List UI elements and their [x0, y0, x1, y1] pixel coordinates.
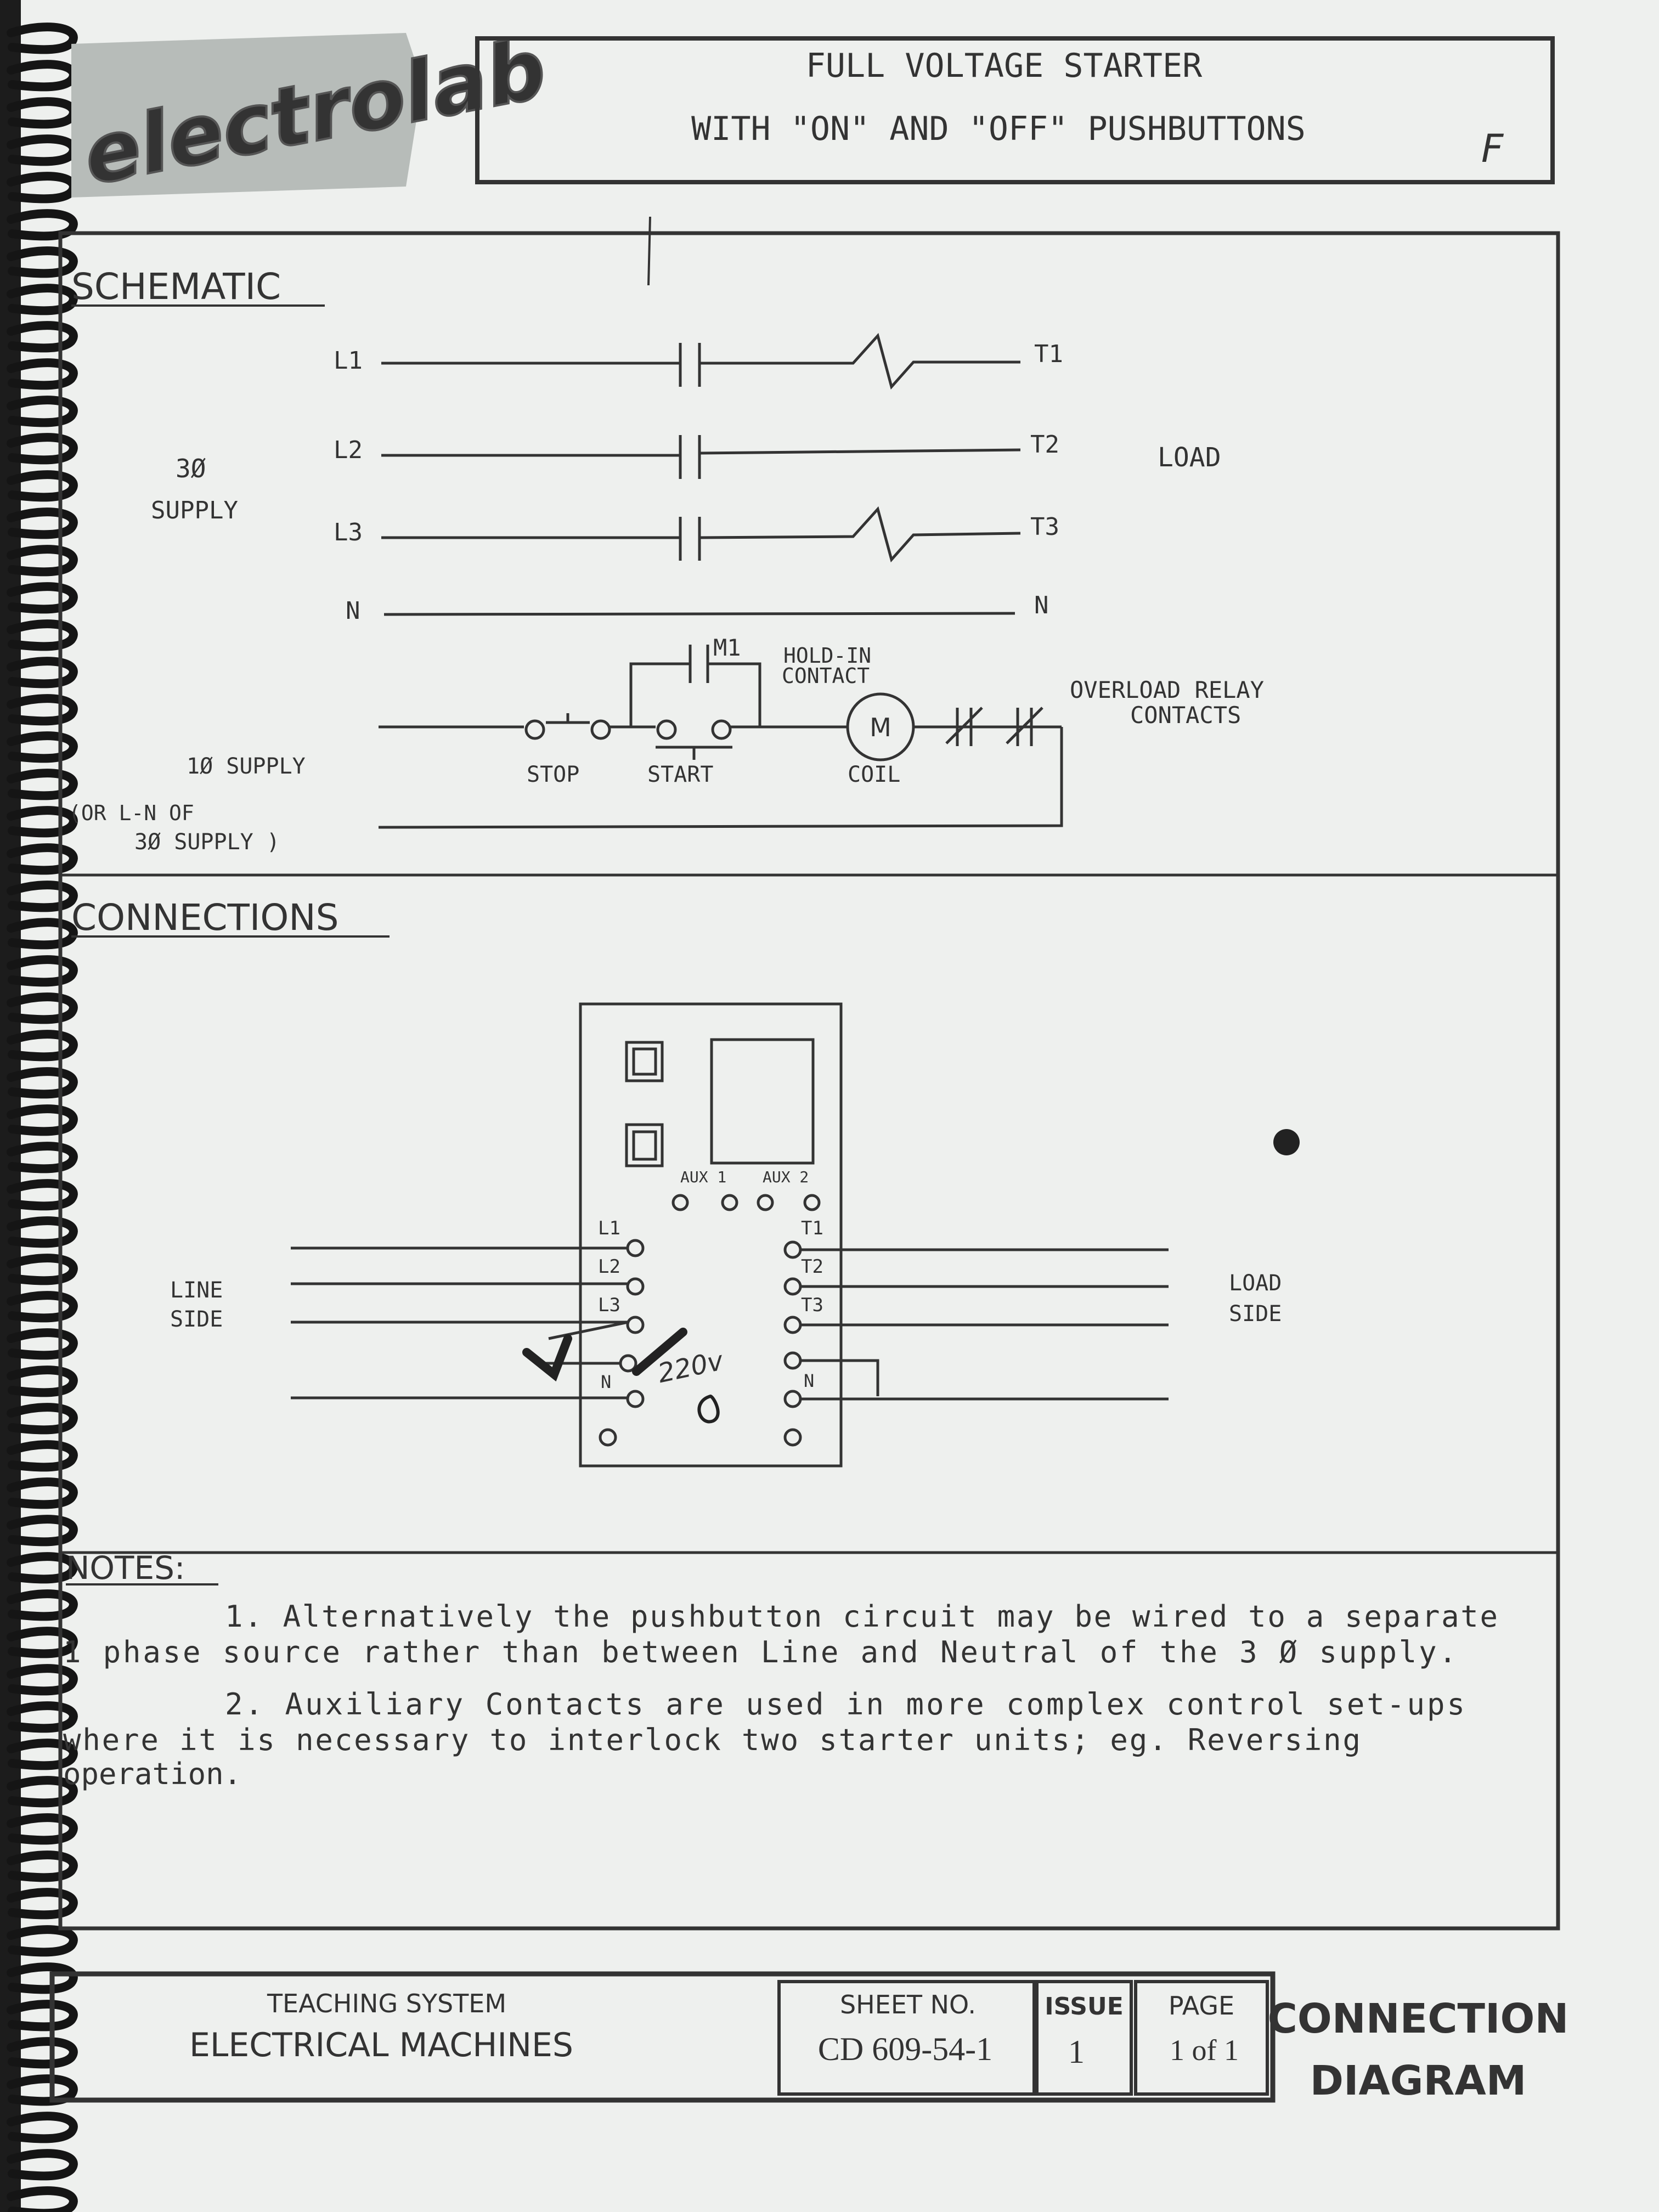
conn-t2: T2 — [801, 1256, 823, 1278]
supply-1ph-label-2: (OR L-N OF — [69, 801, 194, 825]
schematic-heading: SCHEMATIC — [71, 266, 281, 308]
hold-in-label-2: CONTACT — [782, 664, 870, 688]
issue-label: ISSUE — [1045, 1993, 1124, 2021]
supply-1ph-label: 1Ø SUPPLY — [187, 754, 306, 779]
diagram-type-line-1: CONNECTION — [1267, 1995, 1569, 2042]
hold-in-label: HOLD-IN — [783, 644, 872, 668]
title-line-1: FULL VOLTAGE STARTER — [805, 47, 1203, 85]
aux1-label: AUX 1 — [680, 1168, 727, 1186]
sheet-number: CD 609-54-1 — [817, 2031, 993, 2067]
handwritten-220v: 220v — [655, 1345, 726, 1390]
load-side-label: LOAD — [1229, 1271, 1282, 1296]
label-l2: L2 — [334, 436, 363, 464]
brand-logo-text: electrolab — [76, 21, 554, 204]
terminal-t2: T2 — [1030, 431, 1059, 459]
line-side-label-2: SIDE — [170, 1307, 223, 1332]
label-l3: L3 — [334, 518, 363, 546]
label-l1: L1 — [334, 347, 363, 375]
conn-n-left: N — [601, 1372, 612, 1392]
start-label: START — [647, 762, 714, 787]
note-2-line-3: operation. — [63, 1757, 242, 1791]
conn-l2: L2 — [598, 1256, 620, 1278]
conn-l3: L3 — [598, 1294, 620, 1316]
title-line-2: WITH "ON" AND "OFF" PUSHBUTTONS — [691, 110, 1306, 148]
supply-3ph-label-2: SUPPLY — [151, 496, 238, 524]
handwritten-mark: F — [1481, 126, 1504, 171]
sheet-label: SHEET NO. — [839, 1990, 977, 2019]
supply-3ph-label: 3Ø — [176, 454, 206, 483]
overload-label-2: CONTACTS — [1130, 702, 1242, 729]
aux2-label: AUX 2 — [763, 1168, 809, 1186]
connections-heading: CONNECTIONS — [71, 896, 339, 939]
label-n: N — [346, 597, 360, 625]
stop-label: STOP — [527, 762, 580, 787]
coil-label: COIL — [848, 762, 901, 787]
terminal-t3: T3 — [1030, 513, 1059, 541]
conn-t1: T1 — [801, 1217, 823, 1239]
ink-dot — [1273, 1129, 1300, 1155]
conn-l1: L1 — [598, 1217, 620, 1239]
notes-heading: NOTES: — [66, 1549, 185, 1587]
system-label: TEACHING SYSTEM — [267, 1989, 507, 2018]
system-name: ELECTRICAL MACHINES — [189, 2026, 573, 2064]
terminal-t1: T1 — [1034, 340, 1063, 368]
conn-n-right: N — [804, 1370, 815, 1391]
note-1-line-1: 1. Alternatively the pushbutton circuit may be wired to a separate — [225, 1599, 1498, 1634]
page-label: PAGE — [1168, 1991, 1235, 2021]
note-2-line-2: where it is necessary to interlock two starter units; eg. Reversing — [63, 1723, 1361, 1757]
terminal-n: N — [1034, 591, 1049, 619]
line-side-label: LINE — [170, 1278, 223, 1303]
diagram-type-line-2: DIAGRAM — [1310, 2057, 1527, 2104]
coil-letter: M — [870, 713, 891, 742]
supply-1ph-label-3: 3Ø SUPPLY ) — [134, 830, 280, 855]
issue-number: 1 — [1068, 2034, 1085, 2070]
m1-label: M1 — [713, 634, 741, 661]
overload-label: OVERLOAD RELAY — [1070, 676, 1265, 703]
note-1-line-2: 1 phase source rather than between Line and Neutral of the 3 Ø supply. — [63, 1635, 1457, 1669]
page-number: 1 of 1 — [1170, 2034, 1239, 2067]
conn-t3: T3 — [801, 1294, 823, 1316]
note-2-line-1: 2. Auxiliary Contacts are used in more complex control set-ups — [225, 1687, 1465, 1722]
load-label: LOAD — [1158, 442, 1221, 473]
load-side-label-2: SIDE — [1229, 1301, 1282, 1327]
